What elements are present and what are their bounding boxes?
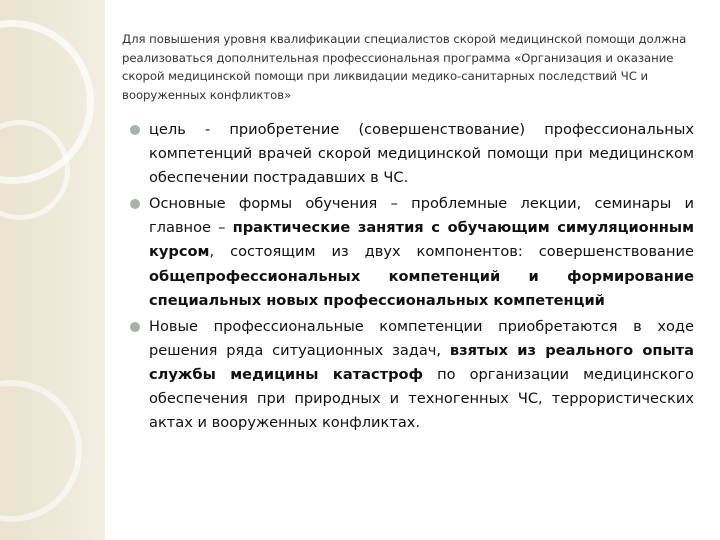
bullet-item-forms: [130, 192, 694, 312]
bullet-list: [130, 118, 694, 437]
bullet-bold-text: взятых из реального опыта службы медицины катастроф: [149, 341, 694, 383]
bullet-bold-text: практические занятия с обучающим симуляционным курсом: [149, 219, 694, 261]
bullet-dot-icon: [130, 125, 140, 135]
intro-paragraph: Для повышения уровня квалификации специалистов скорой медицинской помощи должна реализоваться дополнительная профессиональная программа «Организация и оказание скорой медицинской помощи при ликвидации медико-санитарных последствий ЧС и вооруженных конфликтов»: [122, 32, 687, 102]
bullet-text: по организации медицинского обеспечения при природных и техногенных ЧС, террористических актах и вооруженных конфликтах.: [149, 365, 694, 432]
bullet-item-goal: [130, 118, 694, 190]
bullet-dot-icon: [130, 322, 140, 332]
bullet-text: Новые профессиональные компетенции приобретаются в ходе решения ряда ситуационных задач,: [149, 317, 694, 359]
bullet-dot-icon: [130, 199, 140, 209]
decorative-ring: [0, 380, 82, 522]
bullet-bold-text: общепрофессиональных компетенций и формирование специальных новых профессиональных компетенций: [149, 267, 694, 309]
bullet-text: цель - приобретение (совершенствование) профессиональных компетенций врачей скорой медицинской помощи при медицинском обеспечении пострадавших в ЧС.: [149, 121, 694, 187]
bullet-text: , состоящим из двух компонентов: совершенствование: [209, 243, 694, 261]
bullet-text: Основные формы обучения – проблемные лекции, семинары и главное –: [149, 195, 694, 237]
bullet-item-competencies: [130, 315, 694, 435]
decorative-left-band: [0, 0, 105, 540]
